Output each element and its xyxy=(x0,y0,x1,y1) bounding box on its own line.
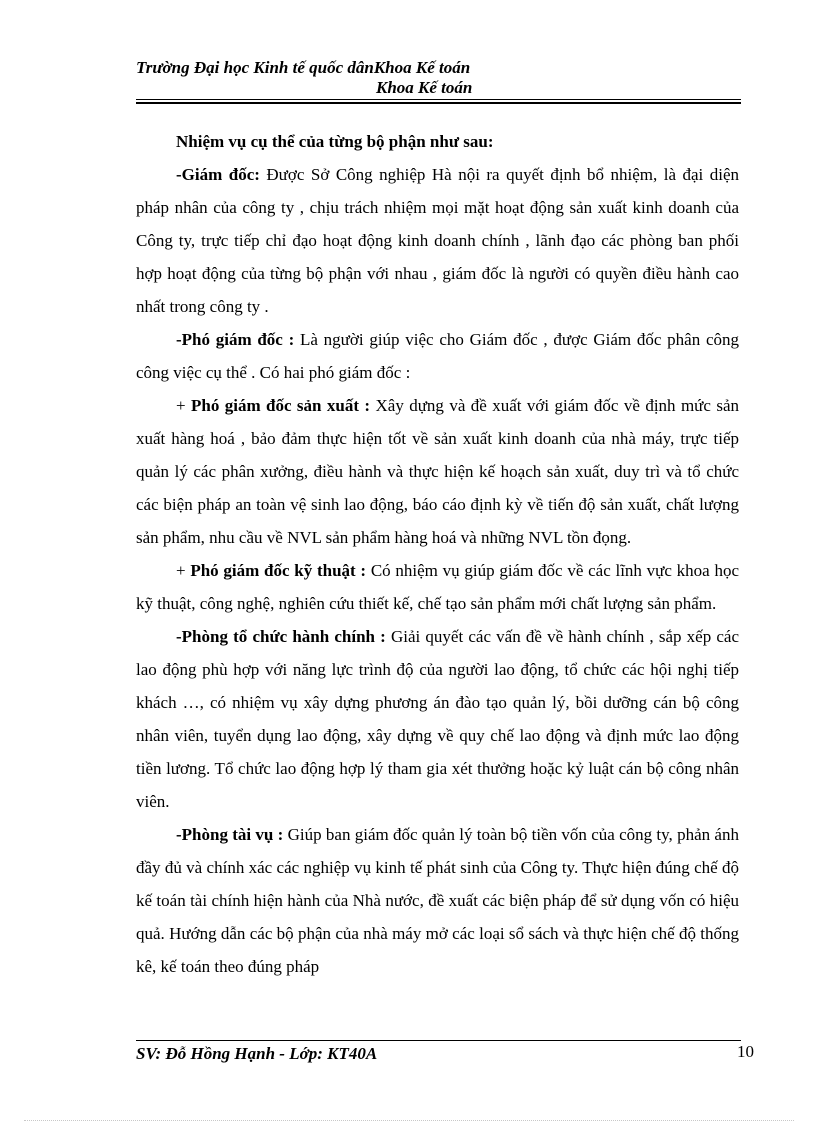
section-heading: Nhiệm vụ cụ thể của từng bộ phận như sau: xyxy=(176,132,494,151)
page-bottom-border xyxy=(24,1120,794,1121)
paragraph-pgd-san-xuat: + Phó giám đốc sản xuất : Xây dựng và đề xuất với giám đốc về định mức sản xuất hàng hoá , bảo đảm thực hiện tốt về sản xuất kinh doanh của nhà máy, trực tiếp quản lý các phân xưởng, điều hành và thực hiện kế hoạch sản xuất, duy trì và tổ chức các biện pháp an toàn vệ sinh lao động, báo cáo định kỳ về tiến độ sản xuất, chất lượng sản phẩm, nhu cầu về NVL sản phẩm hàng hoá và những NVL tồn đọng. xyxy=(136,396,739,547)
term-phong-to-chuc: -Phòng tổ chức hành chính : xyxy=(176,627,386,646)
text-pgd-ky-thuat: Có nhiệm vụ giúp giám đốc về các lĩnh vực khoa học kỹ thuật, công nghệ, nghiên cứu thiết kế, chế tạo sản phẩm mới chất lượng sản phẩm. xyxy=(136,561,739,613)
paragraph-phong-tai-vu xyxy=(136,818,739,983)
text-phong-tai-vu: Giúp ban giám đốc quản lý toàn bộ tiền vốn của công ty, phản ánh đầy đủ và chính xác các nghiệp vụ kinh tế phát sinh của Công ty. Thực hiện đúng chế độ kế toán tài chính hiện hành của Nhà nước, đề xuất các biện pháp để sử dụng vốn có hiệu quả. Hướng dẫn các bộ phận của nhà máy mở các loại sổ sách và thực hiện chế độ thống kê, kế toán theo đúng pháp xyxy=(136,825,739,976)
text-pho-giam-doc: Là người giúp việc cho Giám đốc , được Giám đốc phân công công việc cụ thể . Có hai phó giám đốc : xyxy=(136,330,739,382)
text-giam-doc: Được Sở Công nghiệp Hà nội ra quyết định bổ nhiệm, là đại diện pháp nhân của công ty , chịu trách nhiệm mọi mặt hoạt động sản xuất kinh doanh của Công ty, trực tiếp chỉ đạo hoạt động kinh doanh chính , lãnh đạo các phòng ban phối hợp hoạt động của từng bộ phận với nhau , giám đốc là người có quyền điều hành cao nhất trong công ty . xyxy=(136,165,739,316)
term-pgd-ky-thuat: Phó giám đốc kỹ thuật : xyxy=(190,561,367,580)
term-pho-giam-doc: -Phó giám đốc : xyxy=(176,330,295,349)
page-number: 10 xyxy=(737,1042,754,1061)
footer-author: SV: Đỗ Hồng Hạnh - Lớp: KT40A xyxy=(136,1044,378,1063)
paragraph-phong-to-chuc xyxy=(136,620,739,818)
paragraph-pgd-ky-thuat: + Phó giám đốc kỹ thuật : Có nhiệm vụ giúp giám đốc về các lĩnh vực khoa học kỹ thuật, công nghệ, nghiên cứu thiết kế, chế tạo sản phẩm mới chất lượng sản phẩm. xyxy=(136,561,739,613)
header-school-name: Trường Đại học Kinh tế quốc dânKhoa Kế toán xyxy=(136,58,471,77)
term-phong-tai-vu: -Phòng tài vụ : xyxy=(176,825,284,844)
paragraph-pho-giam-doc xyxy=(136,323,739,389)
term-giam-doc: -Giám đốc: xyxy=(176,165,260,184)
page-header xyxy=(136,58,741,104)
term-pgd-san-xuat: Phó giám đốc sản xuất : xyxy=(191,396,371,415)
paragraph-giam-doc xyxy=(136,158,739,323)
header-faculty-name: Khoa Kế toán xyxy=(376,78,473,97)
header-divider xyxy=(136,99,741,104)
text-pgd-san-xuat: Xây dựng và đề xuất với giám đốc về định mức sản xuất hàng hoá , bảo đảm thực hiện tốt về sản xuất kinh doanh của nhà máy, trực tiếp quản lý các phân xưởng, điều hành và thực hiện kế hoạch sản xuất, duy trì và tổ chức các biện pháp an toàn vệ sinh lao động, báo cáo định kỳ về tiến độ sản xuất, chất lượng sản phẩm, nhu cầu về NVL sản phẩm hàng hoá và những NVL tồn đọng. xyxy=(136,396,739,547)
text-phong-to-chuc: Giải quyết các vấn đề về hành chính , sắp xếp các lao động phù hợp với năng lực trình độ của người lao động, tổ chức các hội nghị tiếp khách …, có nhiệm vụ xây dựng phương án đào tạo quản lý, bồi dưỡng cán bộ công nhân viên, tuyển dụng lao động, xây dựng về quy chế lao động và định mức lao động tiền lương. Tổ chức lao động hợp lý tham gia xét thưởng hoặc kỷ luật cán bộ công nhân viên. xyxy=(136,627,740,811)
document-body xyxy=(136,125,739,983)
footer-divider xyxy=(136,1040,741,1041)
